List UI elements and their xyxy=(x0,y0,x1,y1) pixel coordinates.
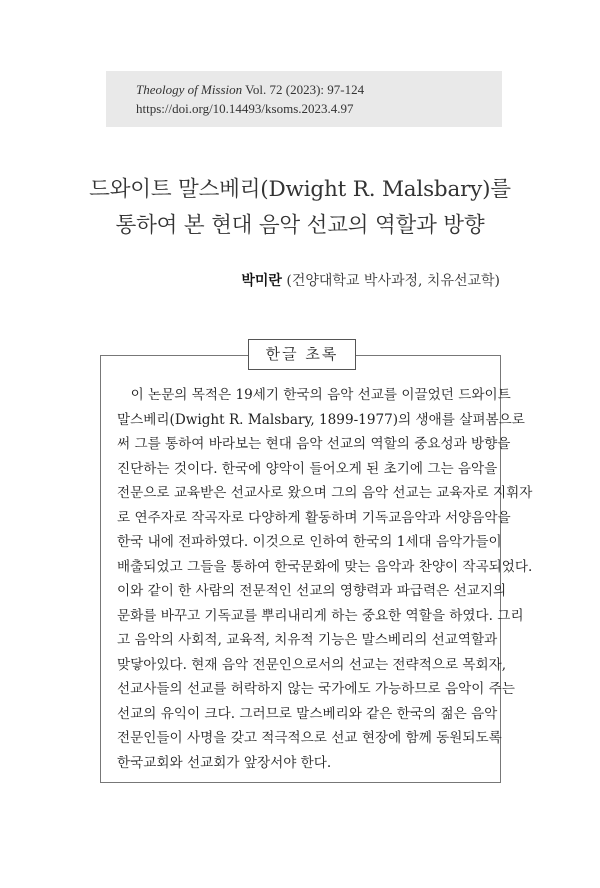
journal-volume-line xyxy=(136,80,502,99)
abstract-body xyxy=(117,383,533,775)
author-name: 박미란 xyxy=(241,273,282,289)
journal-volume-pages: Vol. 72 (2023): 97-124 xyxy=(242,82,365,97)
abstract-line: 써 그를 통하여 바라보는 현대 음악 선교의 역할의 중요성과 방향을 xyxy=(117,436,511,452)
abstract-line: 고 음악의 사회적, 교육적, 치유적 기능은 말스베리의 선교역할과 xyxy=(117,632,498,648)
title-line-2: 통하여 본 현대 음악 선교의 역할과 방향 xyxy=(115,213,485,238)
abstract-line: 전문인들이 사명을 갖고 적극적으로 선교 현장에 함께 동원되도록 xyxy=(117,730,502,746)
abstract-line: 이와 같이 한 사람의 전문적인 선교의 영향력과 파급력은 선교지의 xyxy=(117,583,507,599)
abstract-line: 한국 내에 전파하였다. 이것으로 인하여 한국의 1세대 음악가들이 xyxy=(117,534,502,550)
abstract-line: 한국교회와 선교회가 앞장서야 한다. xyxy=(117,754,332,771)
author-line xyxy=(241,270,500,290)
title-line-1: 드와이트 말스베리(Dwight R. Malsbary)를 xyxy=(89,177,511,202)
abstract-line: 말스베리(Dwight R. Malsbary, 1899-1977)의 생애를 살펴봄으로 xyxy=(117,411,525,428)
abstract-line: 로 연주자로 작곡자로 다양하게 활동하며 기독교음악과 서양음악을 xyxy=(117,509,511,526)
doi-link[interactable]: https://doi.org/10.14493/ksoms.2023.4.97 xyxy=(136,101,354,116)
journal-citation-box xyxy=(106,71,502,127)
paper-title xyxy=(0,172,600,244)
abstract-line: 맞닿아있다. 현재 음악 전문인으로서의 선교는 전략적으로 목회자, xyxy=(117,656,507,673)
abstract-line: 진단하는 것이다. 한국에 양악이 들어오게 된 초기에 그는 음악을 xyxy=(117,460,498,477)
journal-name: Theology of Mission xyxy=(136,82,243,97)
abstract-line: 문화를 바꾸고 기독교를 뿌리내리게 하는 중요한 역할을 하였다. 그리 xyxy=(117,607,524,624)
abstract-line: 전문으로 교육받은 선교사로 왔으며 그의 음악 선교는 교육자로 지휘자 xyxy=(117,485,533,501)
abstract-line: 배출되었고 그들을 통하여 한국문화에 맞는 음악과 찬양이 작곡되었다. xyxy=(117,558,533,575)
abstract-label: 한글 초록 xyxy=(248,339,356,370)
abstract-line: 선교사들의 선교를 허락하지 않는 국가에도 가능하므로 음악이 주는 xyxy=(117,681,515,697)
author-affiliation: (건양대학교 박사과정, 치유선교학) xyxy=(281,273,500,289)
abstract-line: 이 논문의 목적은 19세기 한국의 음악 선교를 이끌었던 드와이트 xyxy=(117,387,511,403)
abstract-line: 선교의 유익이 크다. 그러므로 말스베리와 같은 한국의 젊은 음악 xyxy=(117,705,498,722)
